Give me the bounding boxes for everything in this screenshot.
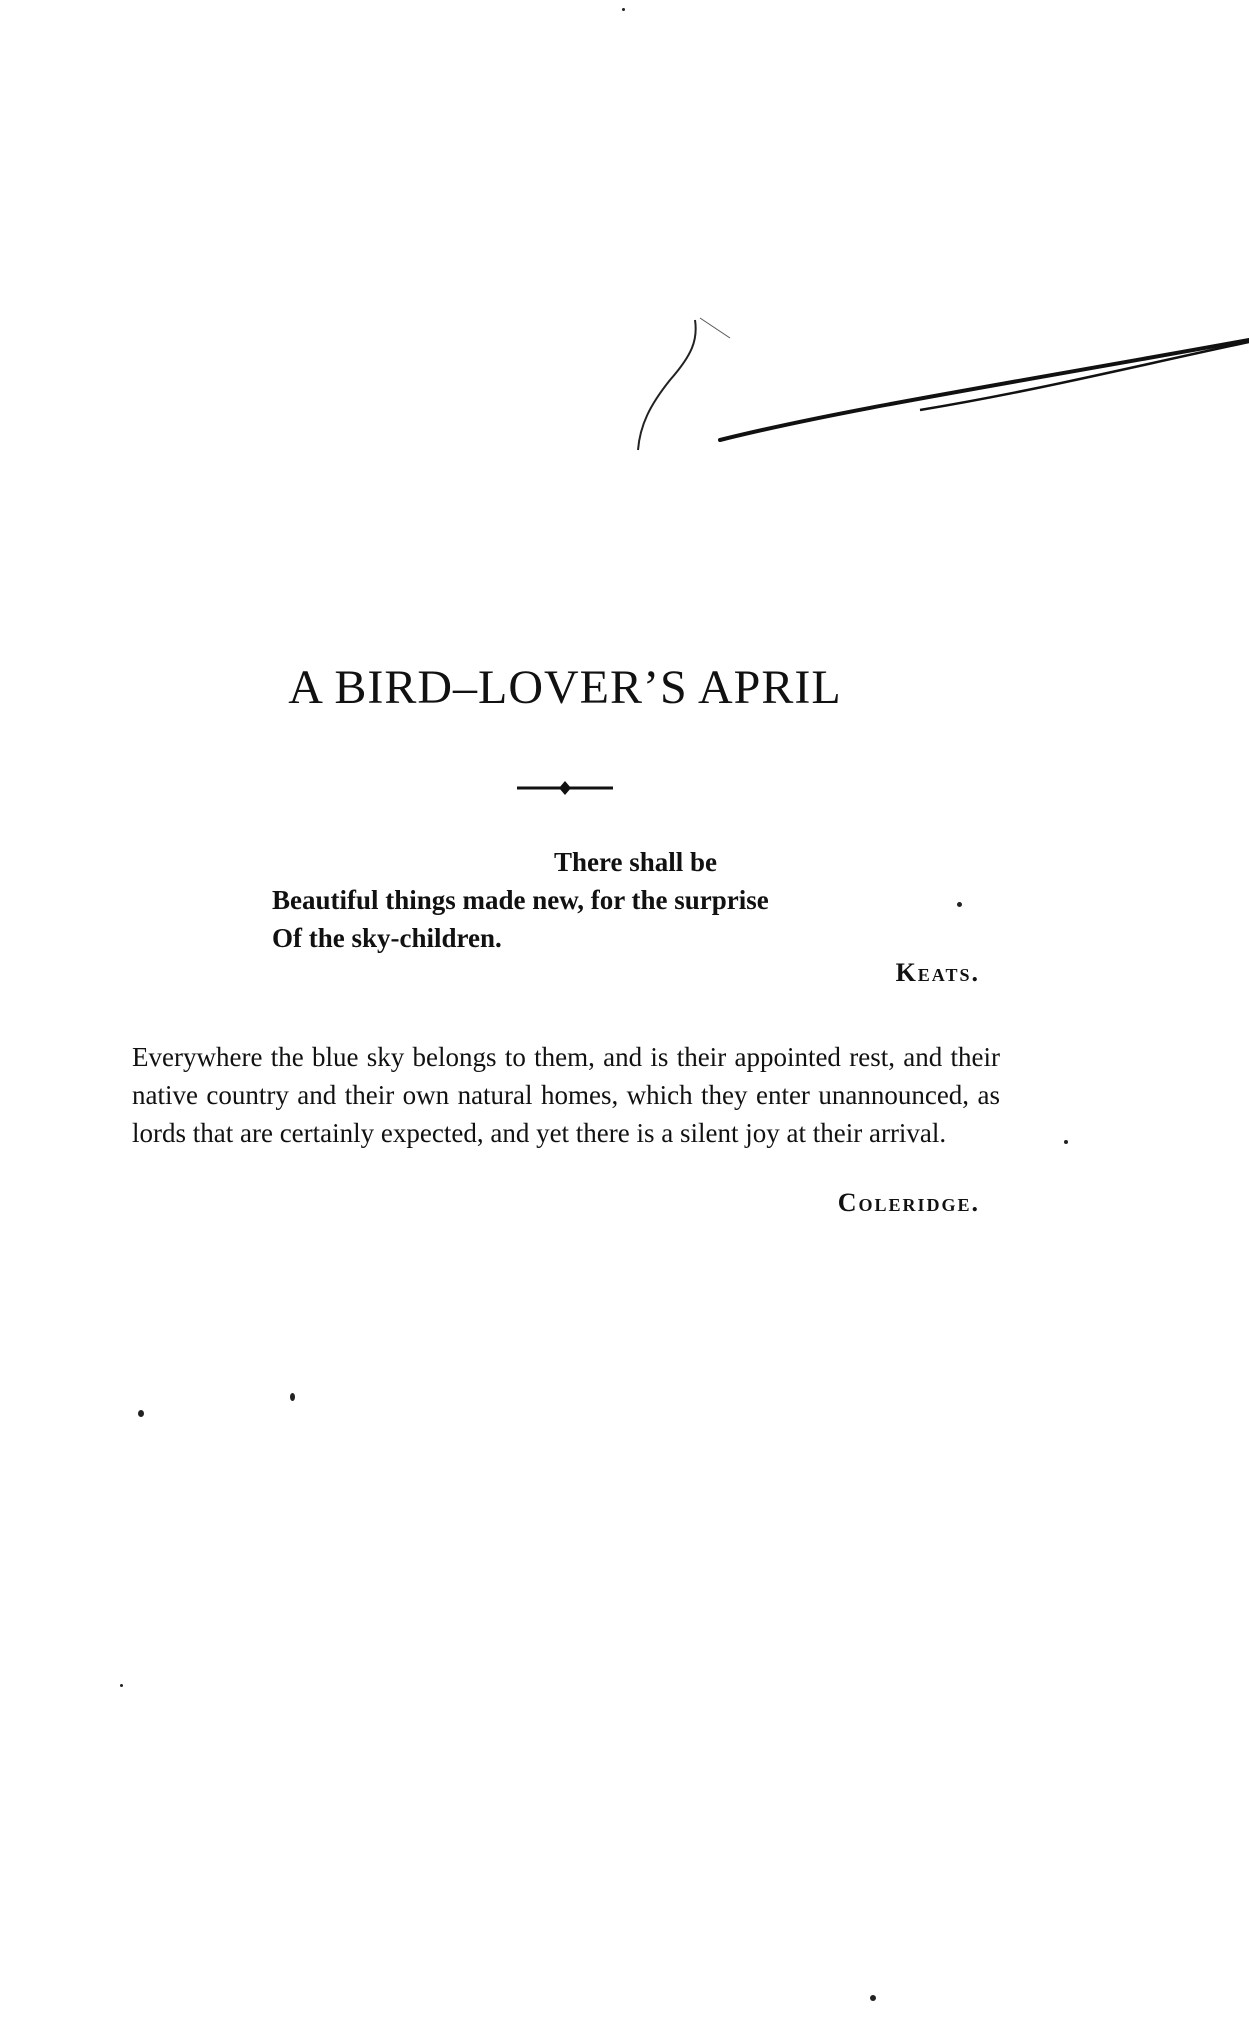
print-speck bbox=[622, 8, 625, 11]
verse-line: Of the sky-children. bbox=[272, 923, 502, 953]
print-speck bbox=[290, 1393, 295, 1401]
print-speck bbox=[957, 902, 962, 907]
print-speck bbox=[870, 1995, 876, 2001]
chapter-title: A BIRD–LOVER’S APRIL bbox=[288, 661, 842, 714]
epigraph-prose: Everywhere the blue sky belongs to them, and is their appointed rest, and their native country and their own natural homes, which they enter unannounced, as lords that are certainly expected, and yet there is a silent joy at their arrival. bbox=[132, 1042, 1000, 1148]
verse-line: Beautiful things made new, for the surprise bbox=[272, 885, 769, 915]
verse-line: There shall be bbox=[554, 847, 718, 877]
epigraph-verse bbox=[272, 843, 972, 957]
print-speck bbox=[120, 1684, 123, 1687]
title-ornament-rule bbox=[515, 778, 615, 798]
pen-stroke-mark bbox=[620, 300, 1249, 490]
prose-attribution: Coleridge. bbox=[837, 1188, 980, 1217]
print-speck bbox=[138, 1410, 144, 1417]
verse-attribution: Keats. bbox=[895, 958, 980, 987]
print-speck bbox=[1064, 1140, 1068, 1144]
